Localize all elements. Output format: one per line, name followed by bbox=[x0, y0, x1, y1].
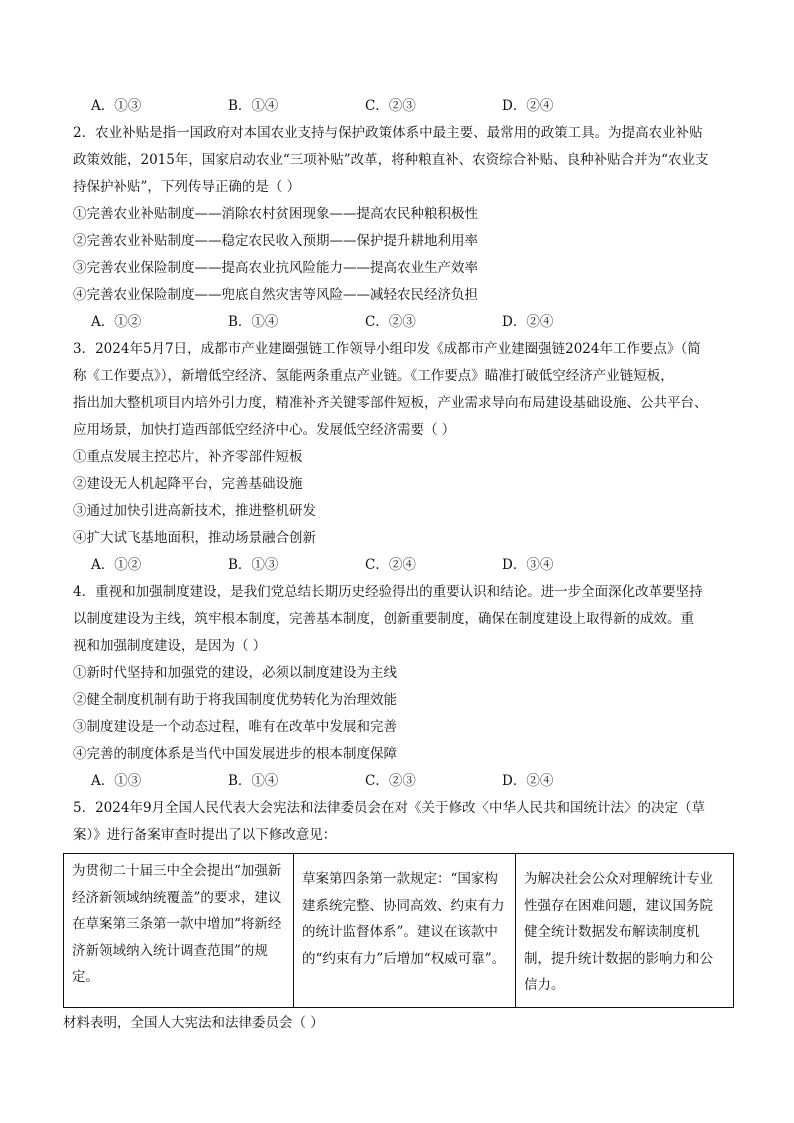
q5-material-cell-1: 为贯彻二十届三中全会提出“加强新经济新领域纳统覆盖”的要求，建议在草案第三条第一款中增加“将新经济新领域纳入统计调查范围”的规定。 bbox=[64, 854, 294, 1008]
q2-item-2: ②完善农业补贴制度——稳定农民收入预期——保护提升耕地利用率 bbox=[73, 233, 478, 249]
q4-option-d[interactable]: D．②④ bbox=[502, 773, 554, 789]
q3-option-c[interactable]: C．②④ bbox=[365, 557, 416, 573]
q2-stem-line-3: 持保护补贴”，下列传导正确的是（ ） bbox=[73, 179, 301, 195]
question-2 bbox=[73, 120, 733, 336]
q2-option-d[interactable]: D．②④ bbox=[502, 314, 554, 330]
q3-option-a[interactable]: A．①② bbox=[91, 557, 142, 573]
q5-stem-line-1: 5．2024年9月全国人民代表大会宪法和法律委员会在对《关于修改〈中华人民共和国统计法〉的决定（草 bbox=[73, 800, 706, 816]
table-row bbox=[64, 854, 734, 1008]
q4-stem-line-1: 4．重视和加强制度建设，是我们党总结长期历史经验得出的重要认识和结论。进一步全面深化改革要坚持 bbox=[73, 584, 703, 600]
q3-item-2: ②建设无人机起降平台，完善基础设施 bbox=[73, 476, 303, 492]
q4-stem-line-2: 以制度建设为主线，筑牢根本制度，完善基本制度，创新重要制度，确保在制度建设上取得新的成效。重 bbox=[73, 611, 694, 627]
question-4 bbox=[73, 579, 733, 795]
q5-stem-line-2: 案）》进行备案审查时提出了以下修改意见： bbox=[73, 827, 337, 843]
q2-item-4: ④完善农业保险制度——兜底自然灾害等风险——减轻农民经济负担 bbox=[73, 287, 478, 303]
q3-options bbox=[73, 552, 733, 579]
q1-options bbox=[73, 93, 733, 120]
question-5 bbox=[63, 795, 733, 1037]
q2-option-b[interactable]: B．①④ bbox=[228, 314, 279, 330]
q4-options bbox=[73, 768, 733, 795]
q2-option-a[interactable]: A．①② bbox=[91, 314, 142, 330]
q2-stem-line-1: 2．农业补贴是指一国政府对本国农业支持与保护政策体系中最主要、最常用的政策工具。为提高农业补贴 bbox=[73, 125, 703, 141]
q3-stem-line-3: 指出加大整机项目内培外引力度，精准补齐关键零部件短板，产业需求导向布局建设基础设施、公共平台、 bbox=[73, 395, 708, 411]
q4-item-2: ②健全制度机制有助于将我国制度优势转化为治理效能 bbox=[73, 692, 397, 708]
q4-item-3: ③制度建设是一个动态过程，唯有在改革中发展和完善 bbox=[73, 719, 397, 735]
q1-option-c[interactable]: C．②③ bbox=[365, 98, 416, 114]
q4-option-b[interactable]: B．①④ bbox=[228, 773, 279, 789]
q3-option-b[interactable]: B．①③ bbox=[228, 557, 279, 573]
q4-stem-line-3: 视和加强制度建设，是因为（ ） bbox=[73, 638, 267, 654]
q2-option-c[interactable]: C．②③ bbox=[365, 314, 416, 330]
q3-stem-line-1: 3．2024年5月7日，成都市产业建圈强链工作领导小组印发《成都市产业建圈强链2024年工作要点》（简 bbox=[73, 341, 701, 357]
q1-option-a[interactable]: A．①③ bbox=[91, 98, 142, 114]
q2-options bbox=[73, 309, 733, 336]
q1-option-d[interactable]: D．②④ bbox=[502, 98, 554, 114]
q1-option-b[interactable]: B．①④ bbox=[228, 98, 279, 114]
q5-material-table bbox=[63, 853, 734, 1008]
q2-stem-line-2: 政策效能，2015年，国家启动农业“三项补贴”改革，将种粮直补、农资综合补贴、良种补贴合并为“农业支 bbox=[73, 152, 709, 168]
question-content bbox=[63, 93, 733, 1037]
q3-item-1: ①重点发展主控芯片，补齐零部件短板 bbox=[73, 449, 303, 465]
q4-item-4: ④完善的制度体系是当代中国发展进步的根本制度保障 bbox=[73, 746, 397, 762]
q3-stem-line-2: 称《工作要点》），新增低空经济、氢能两条重点产业链。《工作要点》瞄准打破低空经济产业链短板， bbox=[73, 368, 674, 384]
question-3 bbox=[73, 336, 733, 579]
q2-item-1: ①完善农业补贴制度——消除农村贫困现象——提高农民种粮积极性 bbox=[73, 206, 478, 222]
q3-option-d[interactable]: D．③④ bbox=[502, 557, 554, 573]
q5-material-cell-2: 草案第四条第一款规定：“国家构建系统完整、协同高效、约束有力的统计监督体系”。建议在该款中的“约束有力”后增加“权威可靠”。 bbox=[294, 854, 516, 1008]
q4-item-1: ①新时代坚持和加强党的建设，必须以制度建设为主线 bbox=[73, 665, 397, 681]
q3-item-4: ④扩大试飞基地面积，推动场景融合创新 bbox=[73, 530, 316, 546]
q4-option-a[interactable]: A．①③ bbox=[91, 773, 142, 789]
q5-question-prompt: 材料表明，全国人大宪法和法律委员会（ ） bbox=[63, 1014, 324, 1031]
q5-material-cell-3: 为解决社会公众对理解统计专业性强存在困难问题，建议国务院健全统计数据发布解读制度机制，提升统计数据的影响力和公信力。 bbox=[516, 854, 734, 1008]
q3-item-3: ③通过加快引进高新技术，推进整机研发 bbox=[73, 503, 316, 519]
q2-item-3: ③完善农业保险制度——提高农业抗风险能力——提高农业生产效率 bbox=[73, 260, 478, 276]
q4-option-c[interactable]: C．②③ bbox=[365, 773, 416, 789]
q3-stem-line-4: 应用场景，加快打造西部低空经济中心。发展低空经济需要（ ） bbox=[73, 422, 456, 438]
